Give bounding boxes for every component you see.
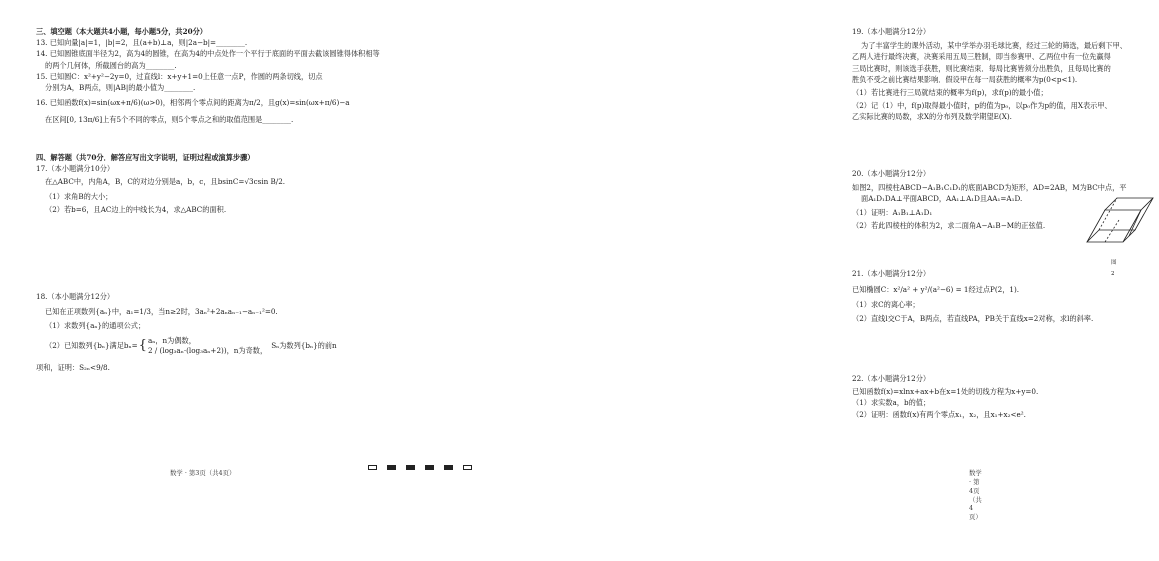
question-21: [852, 268, 1093, 324]
brace-symbol: {: [138, 338, 147, 354]
question-16-line-1: 16. 已知函数f(x)=sin(ωx+π/6)(ω>0)，相邻两个零点间的距离为π/2，且g(x)=sin(ωx+π/6)−a: [36, 98, 350, 108]
question-14-line-1: 14. 已知圆锥底面半径为2，高为4的圆锥，在高为4的中点处作一个平行于底面的平面去截该圆锥得体积相等: [36, 49, 380, 59]
question-17-part-2: （2）若b=6，且AC边上的中线长为4，求△ABC的面积.: [45, 204, 227, 214]
question-17-part-1: （1）求角B的大小；: [45, 191, 113, 201]
question-15-line-1: 15. 已知圆C：x²+y²−2y=0，过直线l：x+y+1=0上任意一点P，作圆的两条切线，切点: [36, 71, 323, 81]
question-22-part-1: （1）求实数a，b的值；: [852, 398, 931, 408]
question-20-heading: 20.（本小题满分12分）: [852, 169, 931, 178]
question-13: 13. 已知向量|a|=1，|b|=2，且(a+b)⊥a，则|2a−b|=________.: [36, 38, 248, 48]
question-19-heading: 19.（本小题满分12分）: [852, 27, 931, 36]
question-18-case-odd: 2 / (log₃aₙ·(log₃aₙ+2))，n为奇数，: [147, 345, 268, 355]
question-20-line-2: 面A₁D₁DA⊥平面ABCD，AA₁⊥A₁D且AA₁=A₁D.: [861, 194, 1023, 204]
right-page: [397, 0, 1127, 561]
question-19-line-4: 胜负不受之前比赛结果影响．假设甲在每一局获胜的概率为p(0<p<1).: [852, 74, 1078, 84]
mark-icon: [387, 465, 396, 470]
question-14-line-2: 的两个几何体，所截圆台的高为________.: [45, 60, 177, 70]
question-19-part-1: （1）若比赛进行三局就结束的概率为f(p)，求f(p)的最小值；: [852, 88, 1048, 98]
question-17-stem: 在△ABC中，内角A，B，C的对边分别是a，b，c，且bsinC=√3csin B/2.: [45, 177, 286, 187]
question-22-stem: 已知函数f(x)=xlnx+ax+b在x=1处的切线方程为x+y=0.: [852, 387, 1039, 397]
question-18-stem: 已知在正项数列{aₙ}中，a₁=1/3，当n≥2时，3aₙ²+2aₙaₙ₋₁−aₙ₋₁²=0.: [45, 307, 278, 317]
question-18: [36, 291, 337, 373]
question-19-line-3: 三局比赛时，则该选手获胜，则比赛结束．每局比赛皆须分出胜负，且每局比赛的: [852, 63, 1111, 73]
prism-figure: [1079, 196, 1159, 260]
question-17-heading: 17.（本小题满分10分）: [36, 164, 115, 174]
question-21-stem: 已知椭圆C：x²/a² + y²/(a²−6) = 1经过点P(2，1).: [852, 285, 1020, 295]
section-4-heading: 四、解答题（共70分．解答应写出文字说明，证明过程或演算步骤）: [36, 153, 255, 162]
question-18-heading: 18.（本小题满分12分）: [36, 292, 115, 301]
fill-blank-section: [36, 26, 380, 126]
question-19-line-2: 乙两人进行最终决赛，决赛采用五局三胜制，即当参赛甲、乙两位中有一位先赢得: [852, 52, 1111, 62]
question-15-line-2: 分别为A，B两点，则|AB|的最小值为________.: [45, 83, 196, 93]
question-22-heading: 22.（本小题满分12分）: [852, 374, 931, 383]
question-20-line-1: 如图2，四棱柱ABCD−A₁B₁C₁D₁的底面ABCD为矩形，AD=2AB，M为BC中点，平: [852, 183, 1127, 193]
left-page-footer: 数学 · 第3页（共4页）: [170, 469, 236, 477]
question-18-part-1: （1）求数列{aₙ}的通项公式；: [45, 321, 146, 331]
question-19-line-1: 为了丰富学生的课外活动，某中学举办羽毛球比赛，经过三轮的筛选，最后剩下甲、: [861, 41, 1127, 51]
figure-caption: 图2: [1111, 260, 1117, 278]
question-22: [852, 373, 1038, 420]
question-20-part-1: （1）证明：A₁B₁⊥A₁D₁: [852, 207, 933, 217]
question-22-part-2: （2）证明：函数f(x)有两个零点x₁，x₂，且x₁+x₂<e².: [852, 409, 1026, 419]
question-18-case-even: aₙ，n为偶数，: [147, 335, 196, 345]
question-18-part-2: [36, 336, 337, 356]
left-page: [0, 0, 397, 561]
question-19: [852, 26, 1127, 123]
section-3-heading: 三、填空题（本大题共4小题，每小题5分，共20分）: [36, 27, 207, 36]
question-16-line-2: 在区间[0, 13π/6]上有5个不同的零点，则5个零点之和的取值范围是________.: [45, 115, 294, 125]
question-21-heading: 21.（本小题满分12分）: [852, 269, 931, 278]
right-page-footer: 数学 · 第4页（共4页）: [969, 469, 982, 521]
question-18-part-2-end: 项和，证明：S₂ₙ<9/8.: [36, 362, 110, 372]
question-21-part-1: （1）求C的离心率；: [852, 300, 920, 310]
question-18-part-2-tail: Sₙ为数列{bₙ}的前n: [271, 341, 337, 350]
question-20-part-2: （2）若此四棱柱的体积为2，求二面角A−A₁B−M的正弦值.: [852, 220, 1046, 230]
question-19-part-2a: （2）记（1）中，f(p)取得最小值时，p的值为p₀，以p₀作为p的值，用X表示甲、: [852, 101, 1112, 111]
question-18-part-2-lead: （2）已知数列{bₙ}满足bₙ=: [45, 341, 138, 350]
mark-icon: [368, 465, 377, 470]
answer-section: [36, 152, 285, 215]
question-21-part-2: （2）直线l交C于A，B两点，若直线PA，PB关于直线x=2对称，求l的斜率.: [852, 313, 1094, 323]
question-19-part-2b: 乙实际比赛的局数，求X的分布列及数学期望E(X).: [852, 112, 1012, 122]
